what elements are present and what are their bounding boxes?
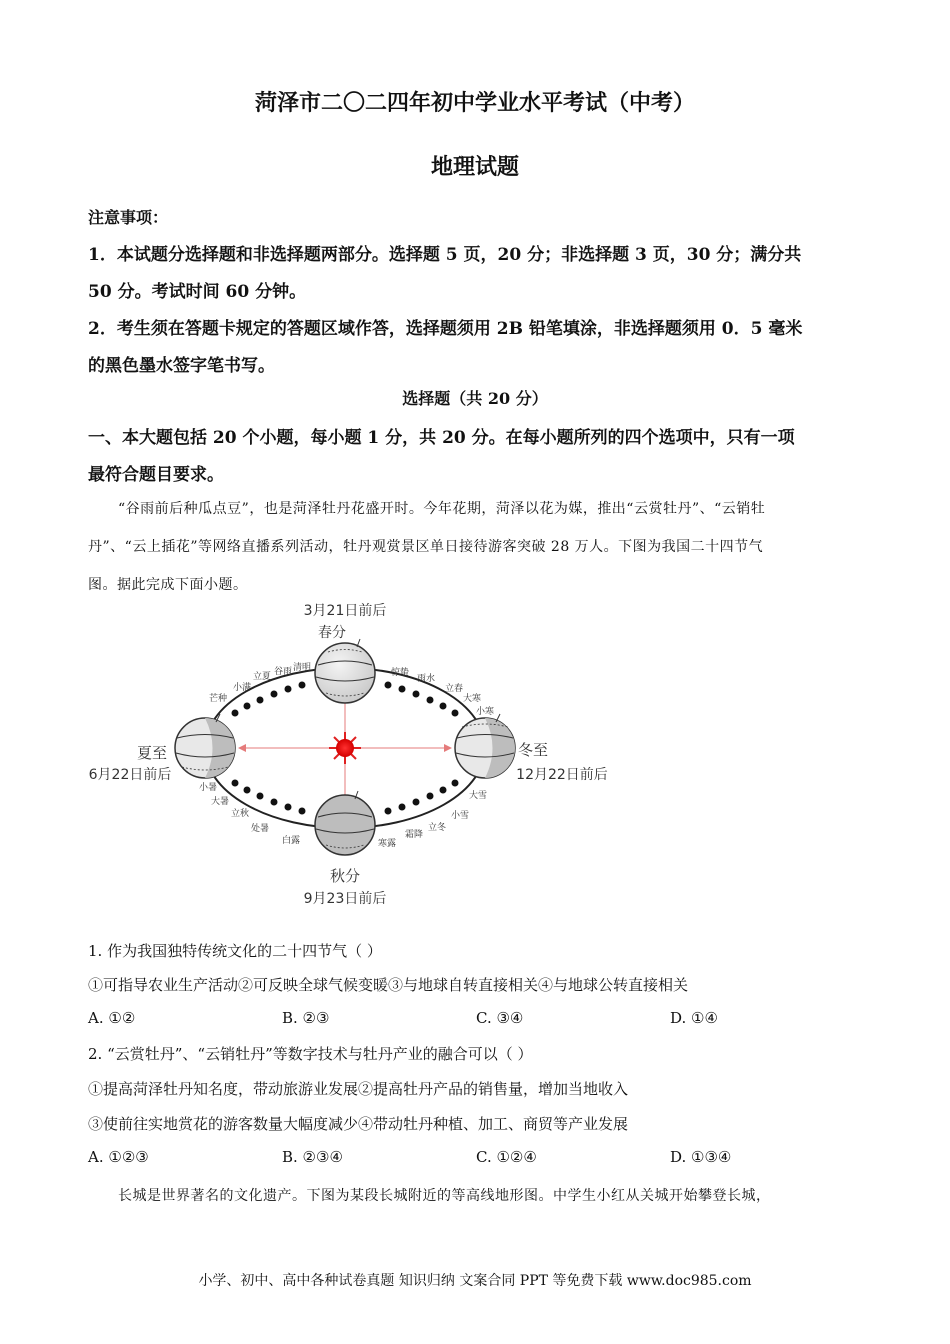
notes-item1-line2: 50 分。考试时间 60 分钟。 bbox=[88, 282, 307, 302]
term-chushu: 处暑 bbox=[250, 824, 270, 834]
term-dashu: 大暑 bbox=[210, 797, 230, 807]
term-mangzhong: 芒种 bbox=[208, 694, 228, 704]
q1-option-c[interactable]: C. ③④ bbox=[476, 1009, 524, 1027]
label-summer: 夏至 bbox=[136, 744, 168, 762]
solar-terms-diagram bbox=[80, 595, 640, 915]
passage1-line3: 图。据此完成下面小题。 bbox=[88, 577, 248, 593]
passage1-line2: 丹”、“云上插花”等网络直播系列活动，牡丹观赏景区单日接待游客突破 28 万人。下图为我国二十四节气 bbox=[88, 539, 764, 555]
q1-stem: 1. 作为我国独特传统文化的二十四节气（ ） bbox=[88, 942, 382, 960]
term-guyu: 谷雨 bbox=[273, 667, 293, 677]
q2-stem: 2. “云赏牡丹”、“云销牡丹”等数字技术与牡丹产业的融合可以（ ） bbox=[88, 1045, 533, 1063]
notes-item2-line2: 的黑色墨水签字笔书写。 bbox=[88, 356, 275, 376]
label-autumn: 秋分 bbox=[329, 867, 361, 885]
label-autumn-date: 9月23日前后 bbox=[303, 891, 387, 907]
notes-item2-line1: 2．考生须在答题卡规定的答题区域作答，选择题须用 2B 铅笔填涂，非选择题须用 0．5 毫米 bbox=[88, 319, 803, 339]
term-lichun: 立春 bbox=[444, 684, 464, 694]
term-xiaoman: 小满 bbox=[232, 683, 252, 693]
q1-option-a[interactable]: A. ①② bbox=[88, 1009, 136, 1027]
term-shuangjiang: 霜降 bbox=[404, 830, 424, 840]
term-xiaoxue: 小雪 bbox=[450, 811, 470, 821]
section-title: 选择题（共 20 分） bbox=[402, 389, 548, 408]
label-spring-date: 3月21日前后 bbox=[303, 603, 387, 619]
section-instruction-line1: 一、本大题包括 20 个小题，每小题 1 分，共 20 分。在每小题所列的四个选项中，只有一项 bbox=[88, 428, 795, 448]
term-yushui: 雨水 bbox=[416, 674, 436, 684]
arrow-right-icon bbox=[444, 744, 452, 752]
globe-autumn-icon bbox=[315, 791, 375, 855]
exam-title: 菏泽市二〇二四年初中学业水平考试（中考） bbox=[254, 90, 695, 116]
q2-option-d[interactable]: D. ①③④ bbox=[670, 1148, 732, 1166]
term-dahan: 大寒 bbox=[462, 694, 482, 704]
page-footer: 小学、初中、高中各种试卷真题 知识归纳 文案合同 PPT 等免费下载 www.doc985.com bbox=[198, 1273, 752, 1289]
q1-statements: ①可指导农业生产活动②可反映全球气候变暖③与地球自转直接相关④与地球公转直接相关 bbox=[88, 976, 689, 994]
section-instruction-line2: 最符合题目要求。 bbox=[88, 465, 224, 485]
term-qingming: 清明 bbox=[292, 663, 312, 673]
notes-item1-line1: 1．本试题分选择题和非选择题两部分。选择题 5 页，20 分；非选择题 3 页，30 分；满分共 bbox=[88, 245, 802, 265]
term-bailu: 白露 bbox=[281, 836, 301, 846]
globe-winter-icon bbox=[455, 714, 515, 778]
label-winter: 冬至 bbox=[517, 741, 549, 759]
passage1-line1: “谷雨前后种瓜点豆”，也是菏泽牡丹花盛开时。今年花期，菏泽以花为媒，推出“云赏牡丹”、“云销牡 bbox=[118, 501, 766, 517]
globe-spring-icon bbox=[315, 639, 375, 703]
term-lidong: 立冬 bbox=[427, 823, 447, 833]
label-spring: 春分 bbox=[318, 625, 346, 641]
q2-option-c[interactable]: C. ①②④ bbox=[476, 1148, 537, 1166]
q2-statements-line1: ①提高菏泽牡丹知名度，带动旅游业发展②提高牡丹产品的销售量，增加当地收入 bbox=[88, 1080, 629, 1098]
term-liqiu: 立秋 bbox=[230, 809, 250, 819]
passage2-line1: 长城是世界著名的文化遗产。下图为某段长城附近的等高线地形图。中学生小红从关城开始攀登长城， bbox=[118, 1188, 771, 1204]
q2-option-b[interactable]: B. ②③④ bbox=[282, 1148, 343, 1166]
globe-summer-icon bbox=[175, 714, 235, 778]
q2-option-a[interactable]: A. ①②③ bbox=[88, 1148, 149, 1166]
q1-option-d[interactable]: D. ①④ bbox=[670, 1009, 718, 1027]
term-xiaoshu: 小暑 bbox=[198, 783, 218, 793]
notes-heading: 注意事项： bbox=[88, 208, 169, 227]
arrow-left-icon bbox=[238, 744, 246, 752]
term-daxue: 大雪 bbox=[468, 791, 488, 801]
term-xiaohan: 小寒 bbox=[475, 707, 495, 717]
q2-statements-line2: ③使前往实地赏花的游客数量大幅度减少④带动牡丹种植、加工、商贸等产业发展 bbox=[88, 1115, 629, 1133]
term-hanlu: 寒露 bbox=[377, 839, 397, 849]
q1-option-b[interactable]: B. ②③ bbox=[282, 1009, 330, 1027]
term-jingzhe: 惊蛰 bbox=[390, 668, 410, 678]
label-summer-date: 6月22日前后 bbox=[88, 767, 172, 783]
label-winter-date: 12月22日前后 bbox=[516, 767, 608, 783]
term-lixia: 立夏 bbox=[252, 672, 272, 682]
sun-icon bbox=[329, 732, 361, 764]
subject-title: 地理试题 bbox=[430, 154, 519, 180]
